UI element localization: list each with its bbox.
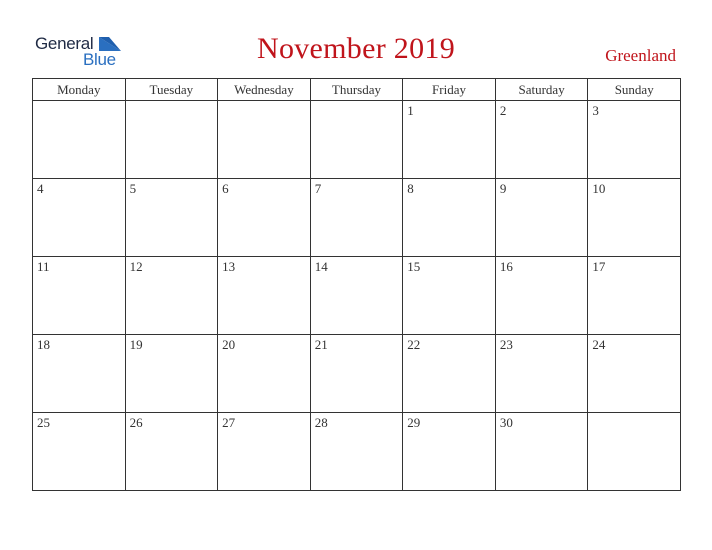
day-cell — [218, 257, 311, 335]
day-cell — [588, 257, 681, 335]
day-number: 6 — [222, 181, 229, 196]
day-number: 25 — [37, 415, 50, 430]
day-number — [588, 413, 680, 415]
day-cell — [588, 413, 681, 491]
week-row — [33, 413, 681, 491]
day-cell — [125, 413, 218, 491]
weekday-header-row — [33, 79, 681, 101]
day-number: 1 — [407, 103, 414, 118]
weekday-wednesday: Wednesday — [218, 79, 311, 101]
calendar-grid — [32, 78, 681, 491]
day-number: 21 — [314, 337, 328, 352]
day-number: 14 — [314, 259, 328, 274]
day-number: 28 — [314, 415, 328, 430]
day-cell — [218, 335, 311, 413]
day-number: 30 — [499, 415, 513, 430]
day-cell — [33, 335, 126, 413]
day-cell — [495, 101, 588, 179]
day-cell — [495, 179, 588, 257]
day-cell — [495, 335, 588, 413]
day-cell — [125, 101, 218, 179]
day-cell — [33, 101, 126, 179]
day-cell — [495, 257, 588, 335]
day-cell — [218, 413, 311, 491]
day-cell — [403, 335, 496, 413]
day-number: 13 — [222, 259, 236, 274]
day-number: 20 — [222, 337, 236, 352]
day-cell — [125, 335, 218, 413]
day-number: 11 — [37, 259, 50, 274]
week-row — [33, 179, 681, 257]
day-cell — [403, 257, 496, 335]
weekday-friday: Friday — [403, 79, 496, 101]
day-cell — [310, 257, 403, 335]
calendar-body — [33, 101, 681, 491]
day-number — [33, 101, 125, 103]
weekday-sunday: Sunday — [588, 79, 681, 101]
day-cell — [218, 101, 311, 179]
day-cell — [33, 179, 126, 257]
day-cell — [310, 101, 403, 179]
day-cell — [33, 257, 126, 335]
day-number: 3 — [592, 103, 599, 118]
page-title: November 2019 — [256, 32, 456, 65]
weekday-saturday: Saturday — [495, 79, 588, 101]
day-number: 27 — [222, 415, 236, 430]
day-number: 18 — [37, 337, 50, 352]
day-cell — [588, 335, 681, 413]
day-number: 17 — [592, 259, 606, 274]
week-row — [33, 257, 681, 335]
day-number: 7 — [314, 181, 322, 196]
day-cell — [310, 179, 403, 257]
day-cell — [125, 257, 218, 335]
day-cell — [588, 101, 681, 179]
day-number — [126, 101, 218, 103]
day-number: 2 — [499, 103, 507, 118]
day-cell — [310, 335, 403, 413]
day-cell — [495, 413, 588, 491]
day-number: 26 — [129, 415, 143, 430]
day-number — [218, 101, 310, 103]
day-number: 12 — [129, 259, 143, 274]
weekday-monday: Monday — [33, 79, 126, 101]
day-number: 5 — [129, 181, 137, 196]
weekday-thursday: Thursday — [310, 79, 403, 101]
day-number: 24 — [592, 337, 606, 352]
day-number: 8 — [407, 181, 414, 196]
day-number: 4 — [37, 181, 44, 196]
day-cell — [218, 179, 311, 257]
week-row — [33, 101, 681, 179]
day-number: 29 — [407, 415, 421, 430]
week-row — [33, 335, 681, 413]
day-cell — [403, 413, 496, 491]
day-cell — [33, 413, 126, 491]
day-number: 10 — [592, 181, 606, 196]
region-label: Greenland — [605, 46, 676, 65]
day-cell — [125, 179, 218, 257]
day-number: 19 — [129, 337, 143, 352]
day-cell — [403, 179, 496, 257]
day-number: 16 — [499, 259, 513, 274]
day-number: 23 — [499, 337, 513, 352]
logo-text-general: General — [35, 34, 94, 53]
day-number: 9 — [499, 181, 507, 196]
day-cell — [310, 413, 403, 491]
logo-text-blue: Blue — [83, 50, 116, 69]
day-number: 15 — [407, 259, 421, 274]
weekday-tuesday: Tuesday — [125, 79, 218, 101]
day-number: 22 — [407, 337, 421, 352]
day-cell — [588, 179, 681, 257]
day-number — [311, 101, 403, 103]
day-cell — [403, 101, 496, 179]
